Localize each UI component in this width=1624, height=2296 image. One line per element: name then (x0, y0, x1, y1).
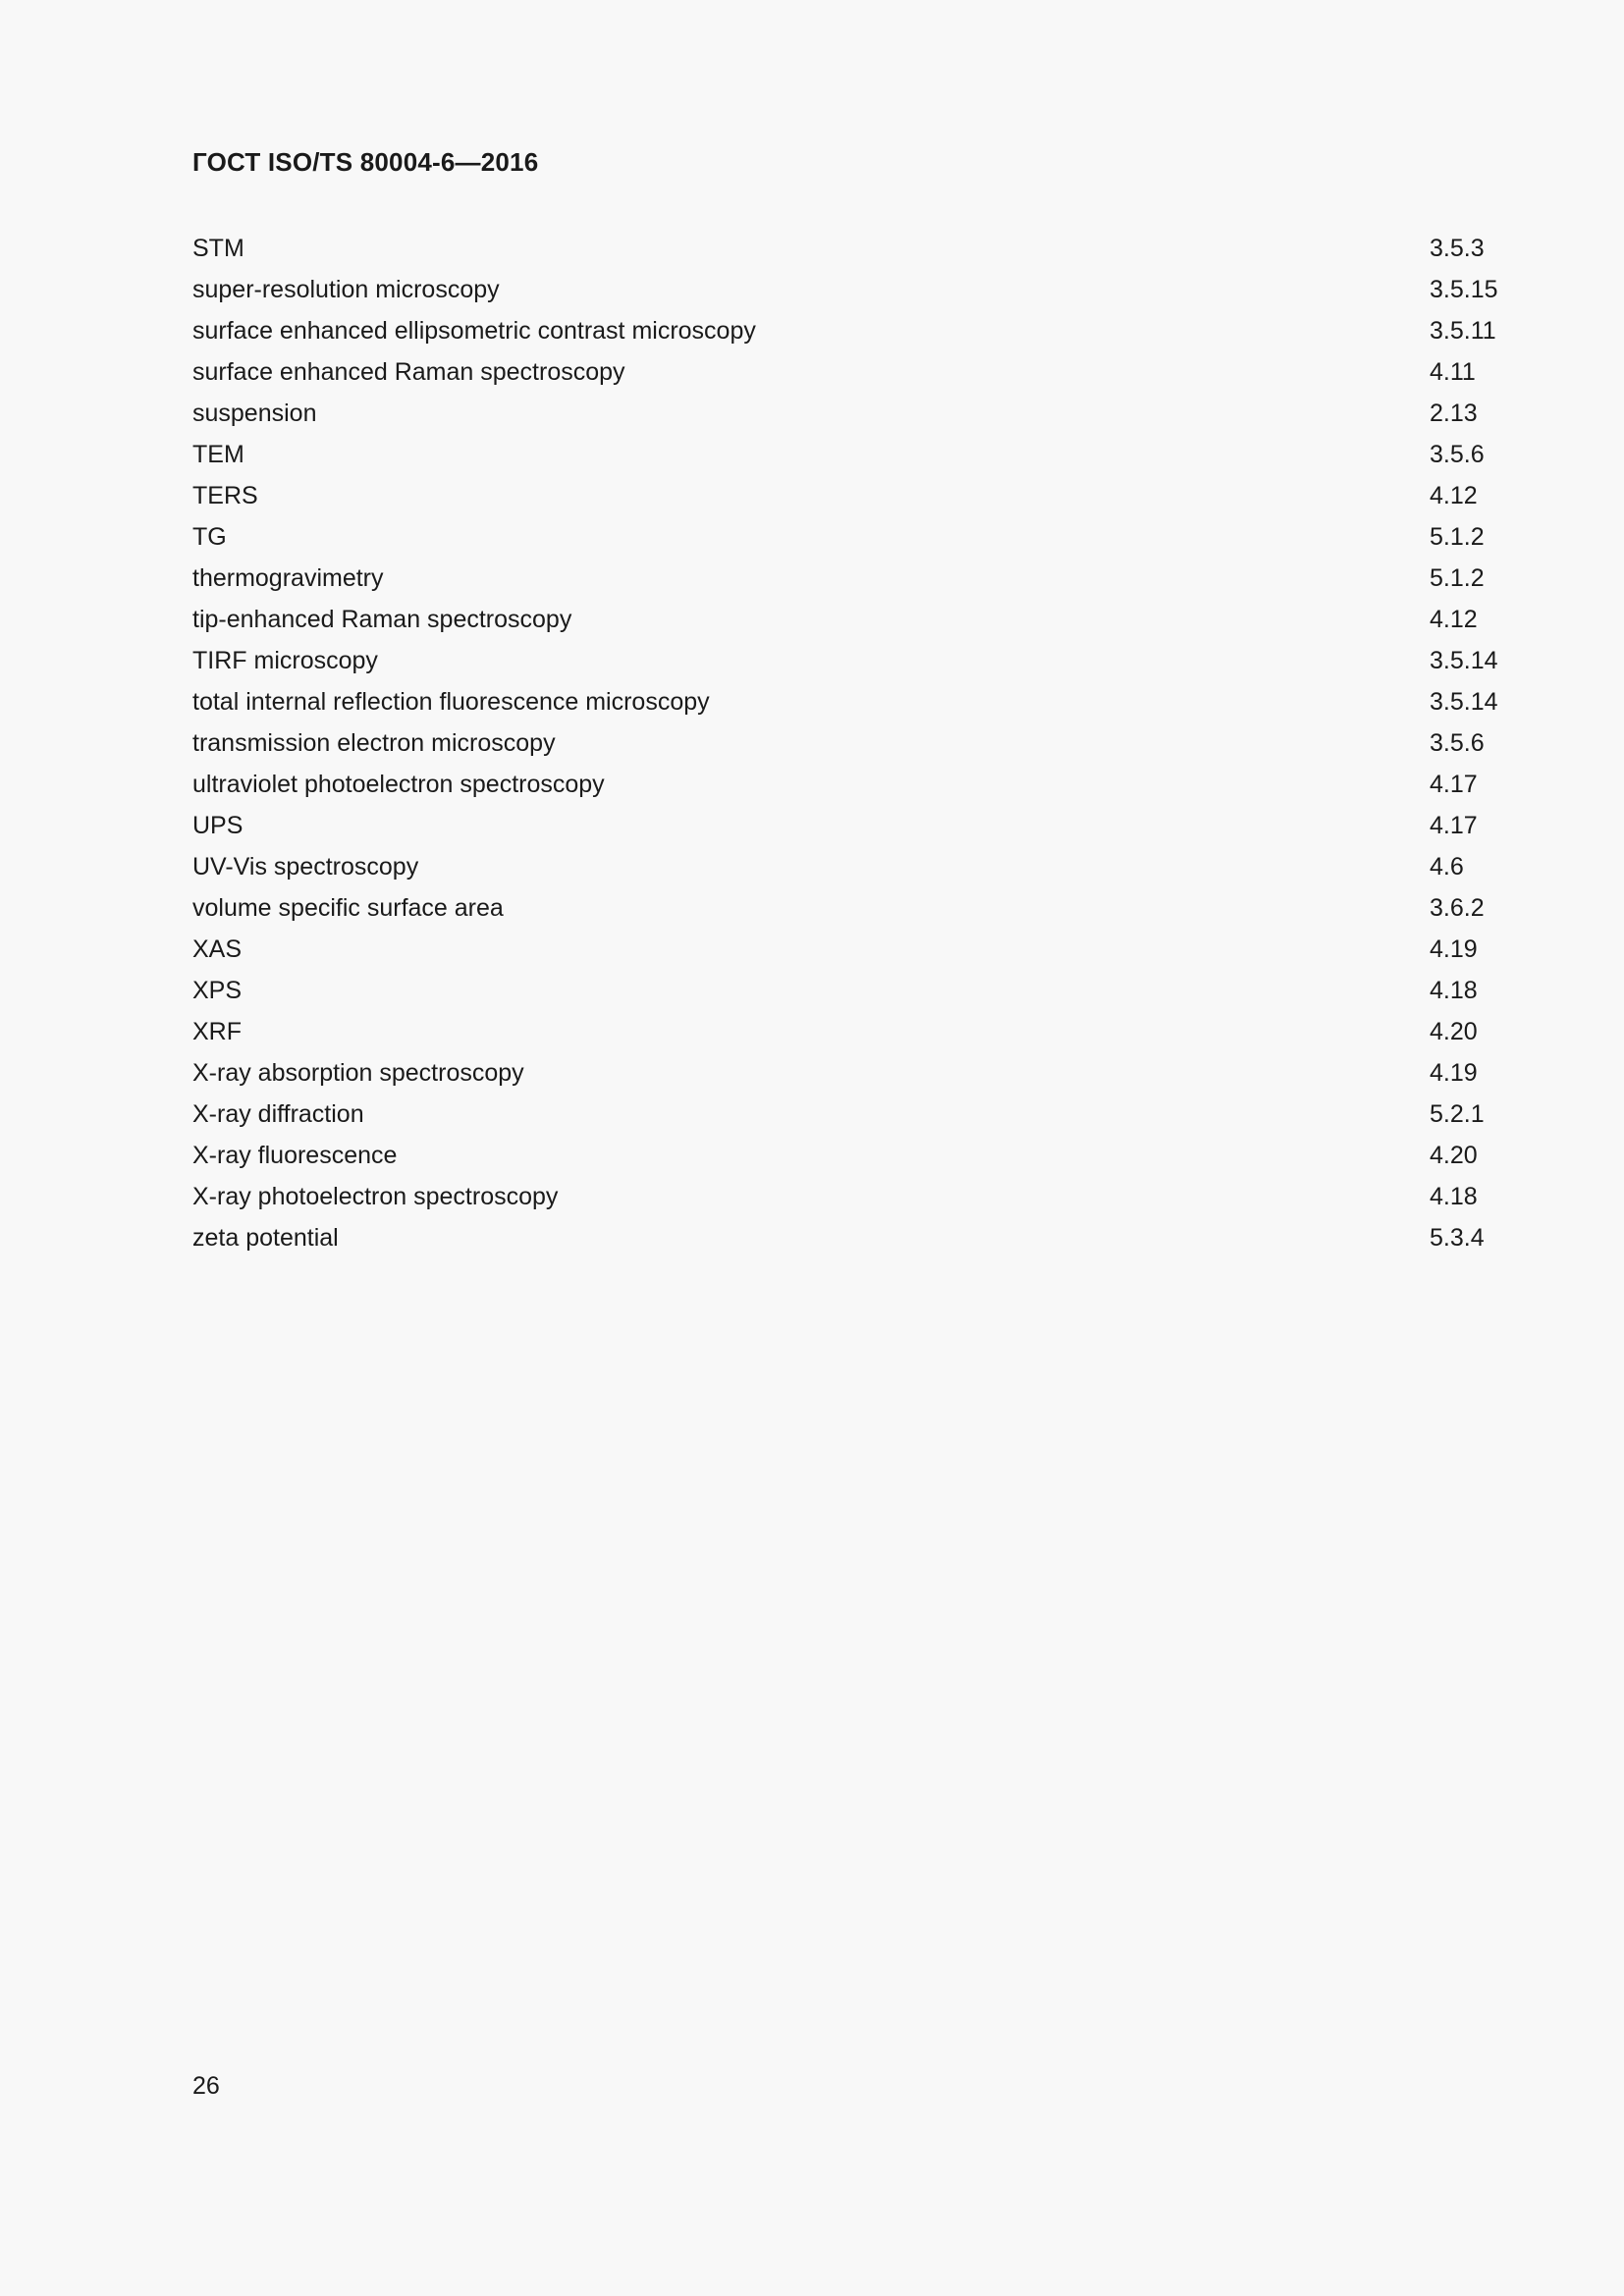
document-header: ГОСТ ISO/TS 80004-6—2016 (192, 147, 539, 177)
index-term: super-resolution microscopy (192, 276, 500, 303)
index-reference: 2.13 (1430, 400, 1478, 427)
index-entry (192, 644, 1508, 685)
index-reference: 3.5.3 (1430, 235, 1485, 262)
index-reference: 3.5.6 (1430, 441, 1485, 468)
index-entry (192, 603, 1508, 644)
index-reference: 4.11 (1430, 358, 1476, 386)
index-reference: 4.19 (1430, 935, 1478, 963)
index-reference: 4.12 (1430, 606, 1478, 633)
index-entry (192, 1221, 1508, 1262)
index-term: thermogravimetry (192, 564, 384, 592)
index-reference: 4.20 (1430, 1142, 1478, 1169)
index-reference: 3.5.15 (1430, 276, 1498, 303)
page-number: 26 (192, 2072, 220, 2100)
index-entry (192, 768, 1508, 809)
index-reference: 4.12 (1430, 482, 1478, 509)
index-entry (192, 1097, 1508, 1139)
index-reference: 4.19 (1430, 1059, 1478, 1087)
index-reference: 4.17 (1430, 771, 1478, 798)
index-term: TIRF microscopy (192, 647, 378, 674)
index-term: transmission electron microscopy (192, 729, 556, 757)
index-reference: 4.6 (1430, 853, 1464, 881)
index-entry (192, 355, 1508, 397)
index-term: STM (192, 235, 244, 262)
index-reference: 3.6.2 (1430, 894, 1485, 922)
index-entry (192, 850, 1508, 891)
index-term: XRF (192, 1018, 242, 1045)
alphabetical-index (192, 232, 1508, 1262)
index-term: ultraviolet photoelectron spectroscopy (192, 771, 605, 798)
index-entry (192, 891, 1508, 933)
index-reference: 5.1.2 (1430, 564, 1485, 592)
index-reference: 4.17 (1430, 812, 1478, 839)
index-term: TERS (192, 482, 258, 509)
index-reference: 3.5.14 (1430, 688, 1498, 716)
index-reference: 4.18 (1430, 1183, 1478, 1210)
index-term: total internal reflection fluorescence microscopy (192, 688, 710, 716)
index-entry (192, 520, 1508, 561)
index-term: TG (192, 523, 227, 551)
index-term: suspension (192, 400, 317, 427)
index-term: zeta potential (192, 1224, 339, 1252)
index-entry (192, 1056, 1508, 1097)
index-reference: 5.1.2 (1430, 523, 1485, 551)
index-term: surface enhanced Raman spectroscopy (192, 358, 625, 386)
index-term: TEM (192, 441, 244, 468)
index-term: X-ray absorption spectroscopy (192, 1059, 524, 1087)
index-reference: 4.18 (1430, 977, 1478, 1004)
index-term: volume specific surface area (192, 894, 504, 922)
index-term: XAS (192, 935, 243, 963)
index-reference: 5.3.4 (1430, 1224, 1485, 1252)
index-term: XPS (192, 977, 243, 1004)
index-term: UPS (192, 812, 244, 839)
index-term: X-ray diffraction (192, 1100, 364, 1128)
index-entry (192, 273, 1508, 314)
index-entry (192, 974, 1508, 1015)
index-entry (192, 1180, 1508, 1221)
index-entry (192, 314, 1508, 355)
index-entry (192, 232, 1508, 273)
index-entry (192, 397, 1508, 438)
index-reference: 3.5.11 (1430, 317, 1496, 345)
index-entry (192, 479, 1508, 520)
index-reference: 4.20 (1430, 1018, 1478, 1045)
index-reference: 3.5.6 (1430, 729, 1485, 757)
index-term: X-ray photoelectron spectroscopy (192, 1183, 559, 1210)
index-term: surface enhanced ellipsometric contrast microscopy (192, 317, 756, 345)
index-reference: 3.5.14 (1430, 647, 1498, 674)
index-entry (192, 438, 1508, 479)
index-entry (192, 726, 1508, 768)
index-entry (192, 933, 1508, 974)
index-entry (192, 1139, 1508, 1180)
index-entry (192, 561, 1508, 603)
index-entry (192, 1015, 1508, 1056)
index-term: tip-enhanced Raman spectroscopy (192, 606, 572, 633)
index-term: X-ray fluorescence (192, 1142, 398, 1169)
index-entry (192, 809, 1508, 850)
index-reference: 5.2.1 (1430, 1100, 1485, 1128)
index-entry (192, 685, 1508, 726)
index-term: UV-Vis spectroscopy (192, 853, 419, 881)
